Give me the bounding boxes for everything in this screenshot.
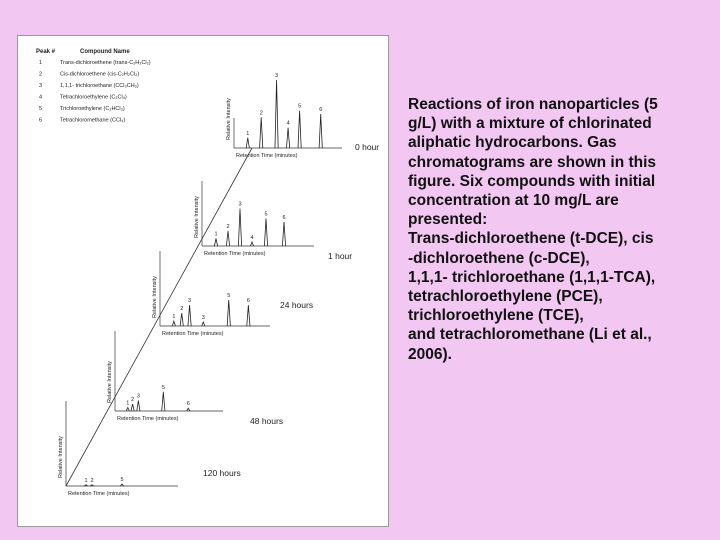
peak-label: 1	[84, 477, 88, 484]
chromatogram-peak	[264, 219, 267, 247]
chromatogram-peak	[247, 305, 250, 326]
panel-xlabel: Retention Time (minutes)	[117, 416, 179, 422]
legend-compound-name: Tetrachloroethylene (C₂Cl₄)	[60, 94, 127, 101]
peak-label: 4	[286, 120, 290, 127]
chromatogram-peak	[137, 401, 140, 412]
chromatogram-peak	[126, 408, 129, 412]
peak-label: 2	[259, 110, 263, 117]
peak-label: 3	[136, 393, 140, 400]
panel-xlabel: Retention Time (minutes)	[204, 251, 266, 257]
peak-label: 5	[227, 293, 231, 299]
peak-label: 4	[250, 235, 254, 241]
peak-label: 3	[238, 201, 242, 208]
chromatogram-panels	[58, 73, 379, 497]
panel-xlabel: Retention Time (minutes)	[236, 153, 298, 159]
peak-label: 2	[90, 477, 94, 484]
legend-peak-number: 6	[39, 117, 43, 124]
figure-caption	[408, 95, 708, 364]
panel-ylabel: Relative Intensity	[226, 98, 232, 140]
chromatogram-peak	[260, 117, 263, 148]
panel-time-label: 48 hours	[250, 416, 284, 426]
time-axis	[66, 148, 252, 486]
legend-compound-name: Tetrachloromethane (CCl₄)	[60, 117, 126, 124]
chromatogram-peak	[162, 392, 165, 411]
peak-label: 6	[319, 107, 323, 113]
chromatogram-peak	[172, 321, 175, 326]
compound-legend	[36, 49, 151, 124]
peak-label: 1	[214, 231, 218, 238]
legend-peak-number: 3	[39, 83, 43, 89]
caption-line: -dichloroethene (c-DCE),	[408, 249, 590, 267]
chromatogram-peak	[227, 300, 230, 326]
chromatogram-peak	[226, 231, 229, 246]
chromatogram-peak	[275, 80, 278, 148]
peak-label: 6	[282, 215, 286, 221]
peak-label: 3	[188, 298, 192, 305]
chromatogram-peak	[202, 322, 205, 326]
panel-xlabel: Retention Time (minutes)	[162, 331, 224, 337]
legend-header-compound: Compound Name	[80, 49, 130, 55]
caption-line: trichloroethylene (TCE),	[408, 307, 584, 325]
legend-peak-number: 4	[39, 94, 43, 101]
peak-label: 2	[180, 306, 184, 313]
peak-label: 1	[172, 314, 176, 321]
chromatogram-chart	[18, 36, 388, 526]
caption-line: figure. Six compounds with initial	[408, 172, 656, 190]
chromatogram-panel	[226, 73, 379, 159]
chromatogram-peak	[188, 305, 191, 326]
caption-line: 1,1,1- trichloroethane (1,1,1-TCA),	[408, 268, 656, 286]
chromatogram-peak	[298, 111, 301, 148]
legend-compound-name: Trans-dichloroethene (trans-C₂H₂Cl₂)	[60, 60, 151, 66]
legend-compound-name: Trichloroethylene (C₂HCl₃)	[60, 106, 125, 112]
chromatogram-panel	[107, 331, 283, 426]
chromatogram-peak	[238, 209, 241, 247]
chromatogram-peak	[319, 114, 322, 148]
chromatogram-peak	[187, 408, 190, 411]
panel-time-label: 24 hours	[280, 300, 314, 310]
chromatogram-peak	[282, 222, 285, 246]
peak-label: 6	[246, 298, 250, 305]
chromatogram-peak	[180, 313, 183, 326]
legend-peak-number: 5	[39, 106, 43, 112]
chromatogram-panel	[194, 181, 352, 261]
chromatogram-figure	[17, 35, 389, 527]
peak-label: 6	[186, 401, 190, 408]
panel-time-label: 0 hour	[355, 142, 380, 152]
caption-line: 2006).	[408, 345, 452, 363]
legend-peak-number: 1	[39, 60, 43, 66]
peak-label: 1	[246, 130, 250, 137]
caption-line: and tetrachloromethane (Li et al.,	[408, 326, 652, 344]
chromatogram-peak	[214, 239, 217, 247]
chromatogram-panel	[152, 251, 313, 337]
peak-label: 5	[161, 384, 165, 391]
chromatogram-peak	[286, 128, 289, 148]
peak-label: 2	[131, 397, 135, 403]
panel-xlabel: Retention Time (minutes)	[68, 491, 130, 497]
legend-header-peak: Peak #	[36, 49, 56, 55]
panel-ylabel: Relative Intensity	[194, 196, 200, 238]
legend-peak-number: 2	[39, 71, 43, 78]
panel-ylabel: Relative Intensity	[107, 361, 113, 403]
peak-label: 5	[264, 211, 268, 218]
caption-line: g/L) with a mixture of chlorinated	[408, 115, 652, 133]
panel-ylabel: Relative Intensity	[152, 276, 158, 318]
panel-ylabel: Relative Intensity	[58, 436, 64, 478]
peak-label: 1	[126, 400, 130, 407]
caption-line: Reactions of iron nanoparticles (5	[408, 96, 658, 113]
panel-time-label: 1 hour	[328, 251, 353, 261]
caption-line: Trans-dichloroethene (t-DCE), cis	[408, 230, 654, 248]
peak-label: 3	[275, 73, 279, 79]
caption-line: concentration at 10 mg/L are	[408, 192, 619, 210]
legend-compound-name: Cis-dichloroethene (cis-C₂H₂Cl₂)	[60, 71, 140, 78]
time-axis-line	[66, 148, 252, 486]
peak-label: 3	[201, 315, 205, 321]
chromatogram-peak	[246, 138, 249, 148]
caption-line: tetrachloroethylene (PCE),	[408, 288, 603, 306]
peak-label: 5	[298, 103, 302, 110]
chromatogram-peak	[131, 404, 134, 411]
legend-compound-name: 1,1,1- trichloroethane (CCl₃CH₃)	[60, 83, 139, 89]
peak-label: 2	[226, 224, 230, 230]
chromatogram-peak	[250, 242, 253, 246]
peak-label: 5	[120, 477, 124, 483]
caption-line: presented:	[408, 211, 488, 229]
panel-time-label: 120 hours	[203, 468, 241, 478]
caption-line: chromatograms are shown in this	[408, 153, 657, 171]
caption-line: aliphatic hydrocarbons. Gas	[408, 134, 617, 152]
